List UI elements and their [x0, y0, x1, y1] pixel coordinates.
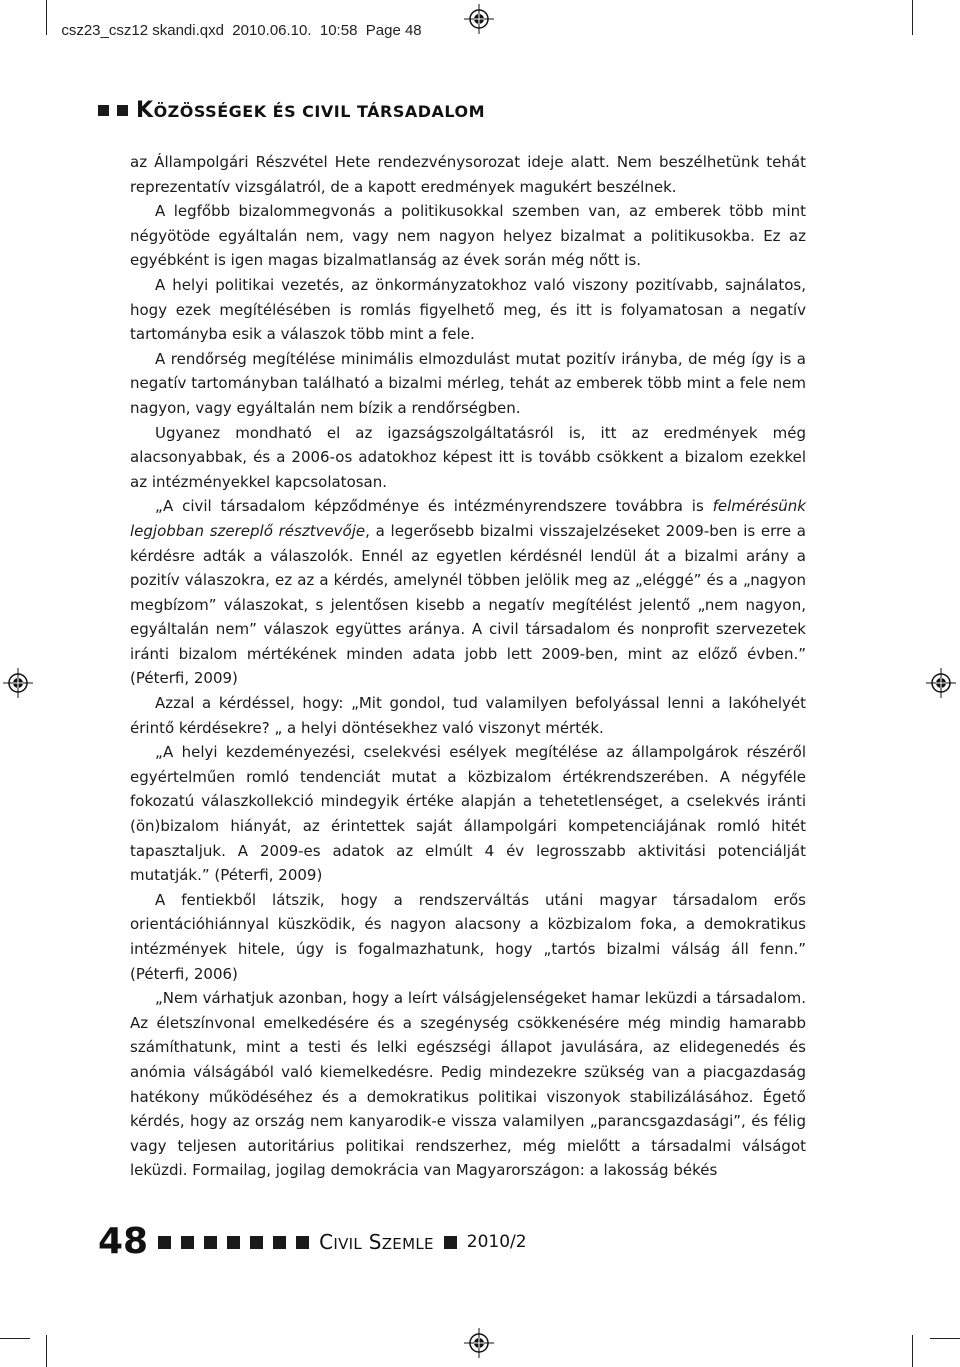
- footer-square-icon: [181, 1236, 194, 1249]
- crop-mark-bottom-right: [912, 1335, 913, 1367]
- journal-name: CIVIL SZEMLE: [319, 1230, 434, 1254]
- page-number: 48: [98, 1221, 149, 1262]
- quote-text: „A civil társadalom képződménye és intézményrendszere továbbra is: [155, 497, 713, 516]
- quote-paragraph: „A helyi kezdeményezési, cselekvési esélyek megítélése az állampolgárok részéről egyértelműen romló tendenciát mutat a közbizalom értékrendszerében. A négyféle fokozatú válaszkollekció mindegyik értéke alapján a tehetetlenséget, a cselekvés iránti (ön)bizalom hiányát, az érintettek saját állampolgári kompetenciájának romló hitét tapasztaljuk. A 2009-es adatok az elmúlt 4 év legrosszabb aktivitási potenciálját mutatják.” (Péterfi, 2009): [130, 743, 806, 885]
- footer-square-icon: [204, 1236, 217, 1249]
- slug-date: 2010.06.10.: [232, 22, 312, 39]
- heading-square-icon: [98, 105, 109, 116]
- issue-number: 2010/2: [466, 1232, 527, 1252]
- paragraph: Azzal a kérdéssel, hogy: „Mit gondol, tud valamilyen befolyással lenni a lakóhelyét érintő kérdésekre? „ a helyi döntésekhez való viszonyt mérték.: [130, 694, 806, 737]
- crop-mark-bottom-right-h: [930, 1338, 960, 1339]
- crop-mark-top-right: [912, 0, 913, 35]
- crop-mark-bottom-left-h: [0, 1338, 30, 1339]
- crop-mark-bottom-left: [46, 1335, 47, 1367]
- section-title: KÖZÖSSÉGEK ÉS CIVIL TÁRSADALOM: [136, 98, 486, 123]
- slug-file: csz23_csz12 skandi.qxd: [61, 22, 224, 39]
- registration-mark-bottom-icon: [464, 1328, 494, 1358]
- registration-mark-left-icon: [3, 668, 33, 698]
- quote-paragraph: [130, 494, 806, 691]
- footer-square-icon: [227, 1236, 240, 1249]
- paragraph: az Állampolgári Részvétel Hete rendezvénysorozat ideje alatt. Nem beszélhetünk tehát reprezentatív vizsgálatról, de a kapott eredmények magukért beszélnek.: [130, 153, 806, 196]
- slug-time: 10:58: [319, 22, 358, 39]
- footer-square-icon: [158, 1236, 171, 1249]
- paragraph: A fentiekből látszik, hogy a rendszerváltás utáni magyar társadalom erős orientációhiánnyal küszködik, és nagyon alacsony a közbizalom foka, a demokratikus intézmények hitele, úgy is fogalmazhatunk, hogy „tartós bizalmi válság áll fenn.” (Péterfi, 2006): [130, 890, 806, 983]
- footer-square-icon: [273, 1236, 286, 1249]
- article-body: [130, 150, 806, 1183]
- footer-square-icon: [444, 1236, 457, 1249]
- paragraph: A helyi politikai vezetés, az önkormányzatokhoz való viszony pozitívabb, sajnálatos, hogy ezek megítélésében is romlás figyelhető meg, és itt is folyamatosan a negatív tartományba esik a válaszok több mint a fele.: [130, 275, 806, 344]
- quote-emphasis: felmérésünk legjobban szereplő résztvevője: [130, 497, 806, 540]
- footer-square-icon: [296, 1236, 309, 1249]
- crop-mark-top-left: [46, 0, 47, 35]
- quote-text: , a legerősebb bizalmi visszajelzéseket 2009-ben is erre a kérdésre adták a válaszolók. Ennél az egyetlen kérdésnél lendül át a bizalmi arány a pozitív válaszokra, ez az a kérdés, amelynél többen jelölik meg az „eléggé” és a „nagyon megbízom” válaszokat, s jelentősen kisebb a negatív megítélést jelentő „nem nagyon, egyáltalán nem” válaszok együttes aránya. A civil társadalom és nonprofit szervezetek iránti bizalom mértékének minden adata jobb lett 2009-ben, mint az előző évben.” (Péterfi, 2009): [130, 521, 806, 688]
- quote-paragraph: „Nem várhatjuk azonban, hogy a leírt válságjelenségeket hamar leküzdi a társadalom. Az életszínvonal emelkedésére és a szegénység csökkenésére még mindig hamarabb számíthatunk, mint a testi és lelki egészségi állapot javulására, az elidegenedés és anómia válságából való kiemelkedésre. Pedig mindezekre szükség van a piacgazdaság hatékony működéséhez és a demokratikus politikai viszonyok stabilizálásához. Égető kérdés, hogy az ország nem kanyarodik-e vissza valamilyen „parancsgazdasági”, és félig vagy teljesen autoritárius politikai rendszerhez, még mielőtt a társadalmi válságot leküzdi. Formailag, jogilag demokrácia van Magyarországon: a lakosság békés: [130, 989, 806, 1180]
- paragraph: A rendőrség megítélése minimális elmozdulást mutat pozitív irányba, de még így is a negatív tartományban található a bizalmi mérleg, tehát az emberek több mint a fele nem nagyon, vagy egyáltalán nem bízik a rendőrségben.: [130, 349, 806, 417]
- slug-page: Page 48: [365, 22, 422, 39]
- registration-mark-top-icon: [464, 4, 494, 34]
- section-heading: [98, 98, 485, 123]
- slug-line: [53, 5, 422, 39]
- heading-square-icon: [117, 105, 128, 116]
- paragraph: Ugyanez mondható el az igazságszolgáltatásról is, itt az eredmények még alacsonyabbak, és a 2006-os adatokhoz képest itt is tovább csökkent a bizalom ezekkel az intézményekkel kapcsolatosan.: [130, 423, 806, 491]
- registration-mark-right-icon: [926, 668, 956, 698]
- paragraph: A legfőbb bizalommegvonás a politikusokkal szemben van, az emberek több mint négyötöde egyáltalán nem, vagy nem nagyon helyez bizalmat a politikusokba. Ez az egyébként is igen magas bizalmatlanság az évek során még nőtt is.: [130, 202, 806, 270]
- footer-square-icon: [250, 1236, 263, 1249]
- page-footer: [98, 1222, 527, 1262]
